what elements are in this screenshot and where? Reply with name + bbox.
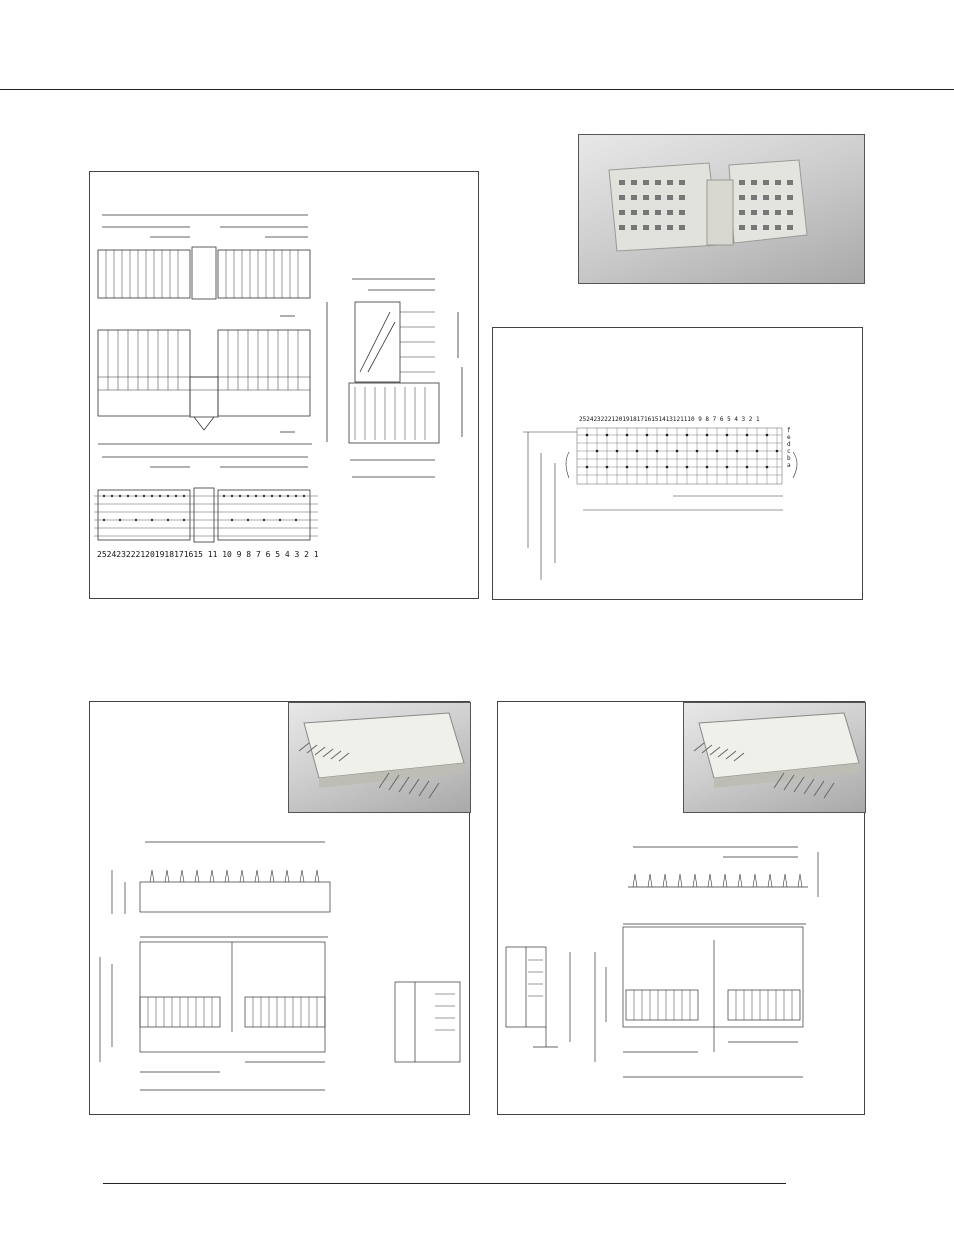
connector-drawing bbox=[90, 172, 480, 600]
row-letter-c: c bbox=[787, 448, 791, 455]
connector-drawing-panel bbox=[89, 171, 479, 599]
connector-photo bbox=[578, 134, 865, 284]
row-letters bbox=[787, 427, 795, 469]
connector-photo-icon bbox=[579, 135, 865, 284]
row-letter-d: d bbox=[787, 441, 791, 448]
pcb-layout-panel bbox=[492, 327, 863, 600]
row-letter-e: e bbox=[787, 434, 791, 441]
pcb-layout bbox=[493, 328, 864, 601]
row-letter-b: b bbox=[787, 455, 791, 462]
shield-drawing-right bbox=[498, 702, 866, 1116]
row-letter-a: a bbox=[787, 462, 791, 469]
header-rule bbox=[0, 89, 954, 90]
footer-rule bbox=[103, 1183, 786, 1184]
shield-drawing-left bbox=[90, 702, 471, 1116]
shield-drawing-panel-right bbox=[497, 701, 865, 1115]
shield-drawing-panel-left bbox=[89, 701, 470, 1115]
pcb-position-numbers: 25242322212019181716151413121110 9 8 7 6 5 4 3 2 1 bbox=[579, 416, 760, 423]
row-letter-f: f bbox=[787, 427, 791, 434]
position-numbers: 2524232221201918171615 11 10 9 8 7 6 5 4 3 2 1 bbox=[97, 550, 319, 559]
